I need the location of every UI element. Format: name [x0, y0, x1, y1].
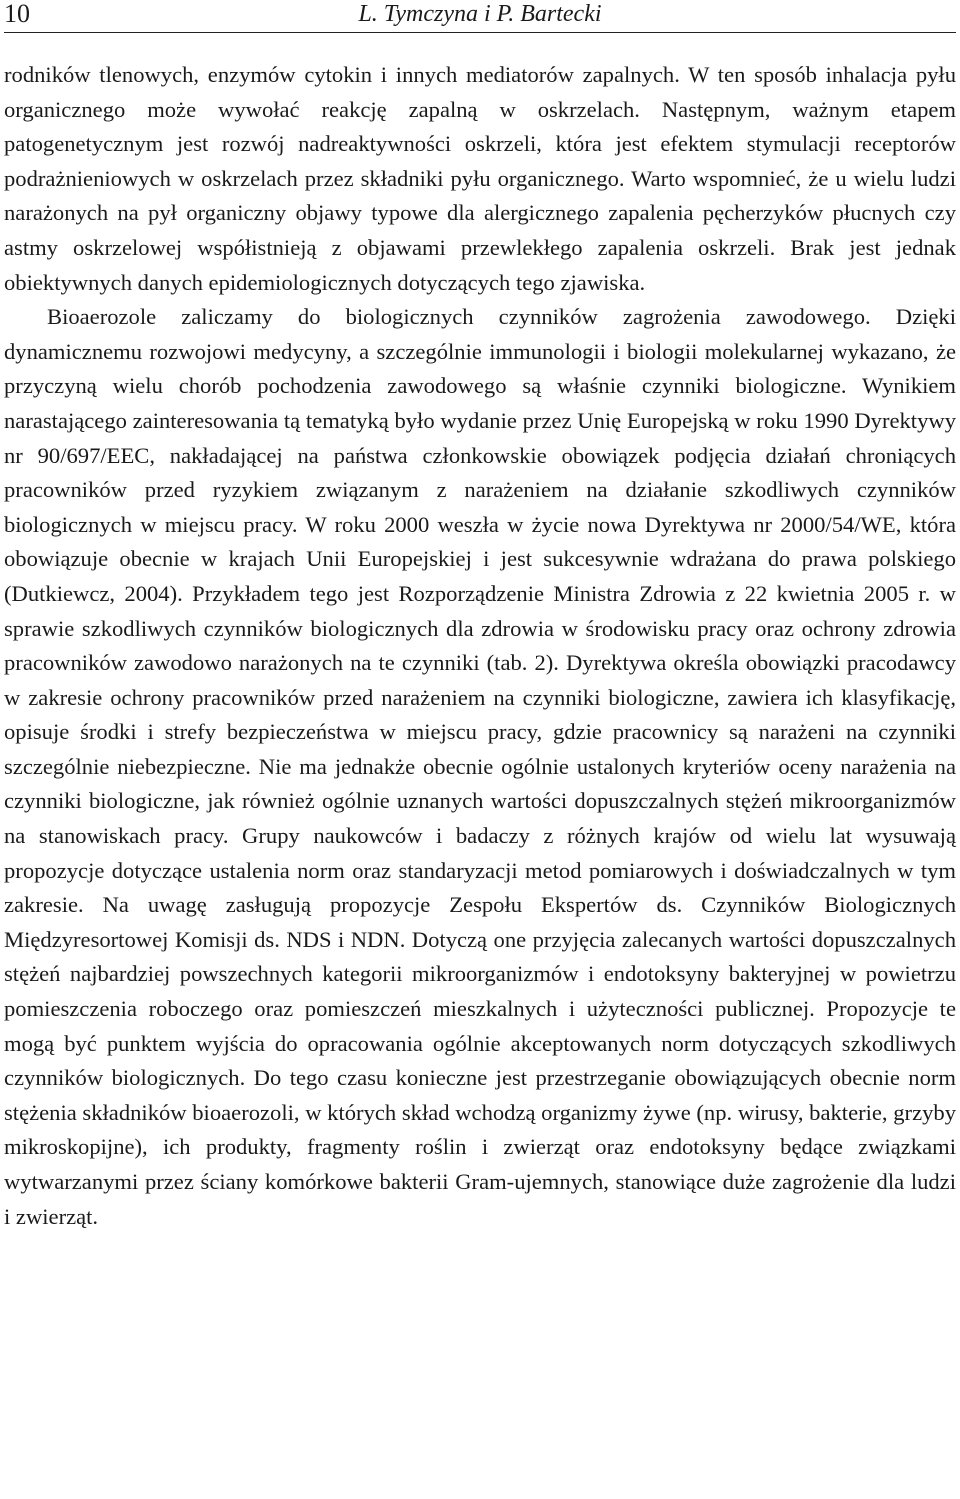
- paragraph-continuation: rodników tlenowych, enzymów cytokin i innych mediatorów zapalnych. W ten sposób inhalacja pyłu organicznego może wywołać reakcję zapalną w oskrzelach. Następnym, ważnym etapem patogenetycznym jest rozwój nadreaktywności oskrzeli, która jest efektem stymulacji receptorów podrażnieniowych w oskrzelach przez składniki pyłu organicznego. Warto wspomnieć, że u wielu ludzi narażonych na pył organiczny objawy typowe dla alergicznego zapalenia pęcherzyków płucnych czy astmy oskrzelowej współistnieją z objawami przewlekłego zapalenia oskrzeli. Brak jest jednak obiektywnych danych epidemiologicznych dotyczących tego zjawiska.: [4, 62, 956, 295]
- body-text: [4, 58, 956, 1234]
- running-head: [4, 0, 956, 33]
- paragraph-bioaerosols: Bioaerozole zaliczamy do biologicznych czynników zagrożenia zawodowego. Dzięki dynamicznemu rozwojowi medycyny, a szczególnie immunologii i biologii molekularnej wykazano, że przyczyną wielu chorób pochodzenia zawodowego są właśnie czynniki biologiczne. Wynikiem narastającego zainteresowania tą tematyką było wydanie przez Unię Europejską w roku 1990 Dyrektywy nr 90/697/EEC, nakładającej na państwa członkowskie obowiązek podjęcia działań chroniących pracowników przed ryzykiem związanym z narażeniem na działanie szkodliwych czynników biologicznych w miejscu pracy. W roku 2000 weszła w życie nowa Dyrektywa nr 2000/54/WE, która obowiązuje obecnie w krajach Unii Europejskiej i jest sukcesywnie wdrażana do prawa polskiego (Dutkiewcz, 2004). Przykładem tego jest Rozporządzenie Ministra Zdrowia z 22 kwietnia 2005 r. w sprawie szkodliwych czynników biologicznych dla zdrowia w środowisku pracy oraz ochrony zdrowia pracowników zawodowo narażonych na te czynniki (tab. 2). Dyrektywa określa obowiązki pracodawcy w zakresie ochrony pracowników przed narażeniem na czynniki biologiczne, zawiera ich klasyfikację, opisuje środki i strefy bezpieczeństwa w miejscu pracy, gdzie pracownicy są narażeni na czynniki szczególnie niebezpieczne. Nie ma jednakże obecnie ogólnie ustalonych kryteriów oceny narażenia na czynniki biologiczne, jak również ogólnie uznanych wartości dopuszczalnych stężeń mikroorganizmów na stanowiskach pracy. Grupy naukowców i badaczy z różnych krajów od wielu lat wysuwają propozycje dotyczące ustalenia norm oraz standaryzacji metod pomiarowych i doświadczalnych w tym zakresie. Na uwagę zasługują propozycje Zespołu Ekspertów ds. Czynników Biologicznych Międzyresortowej Komisji ds. NDS i NDN. Dotyczą one przyjęcia zalecanych wartości dopuszczalnych stężeń najbardziej powszechnych kategorii mikroorganizmów i endotoksyny bakteryjnej w powietrzu pomieszczenia roboczego oraz pomieszczeń mieszkalnych i użyteczności publicznej. Propozycje te mogą być punktem wyjścia do opracowania ogólnie akceptowanych norm dotyczących szkodliwych czynników biologicznych. Do tego czasu konieczne jest przestrzeganie obowiązujących obecnie norm stężenia składników bioaerozoli, w których skład wchodzą organizmy żywe (np. wirusy, bakterie, grzyby mikroskopijne), ich produkty, fragmenty roślin i zwierząt oraz endotoksyny będące związkami wytwarzanymi przez ściany komórkowe bakterii Gram-ujemnych, stanowiące duże zagrożenie dla ludzi i zwierząt.: [4, 304, 956, 1229]
- running-title: L. Tymczyna i P. Bartecki: [358, 1, 602, 27]
- page-number: 10: [4, 0, 30, 28]
